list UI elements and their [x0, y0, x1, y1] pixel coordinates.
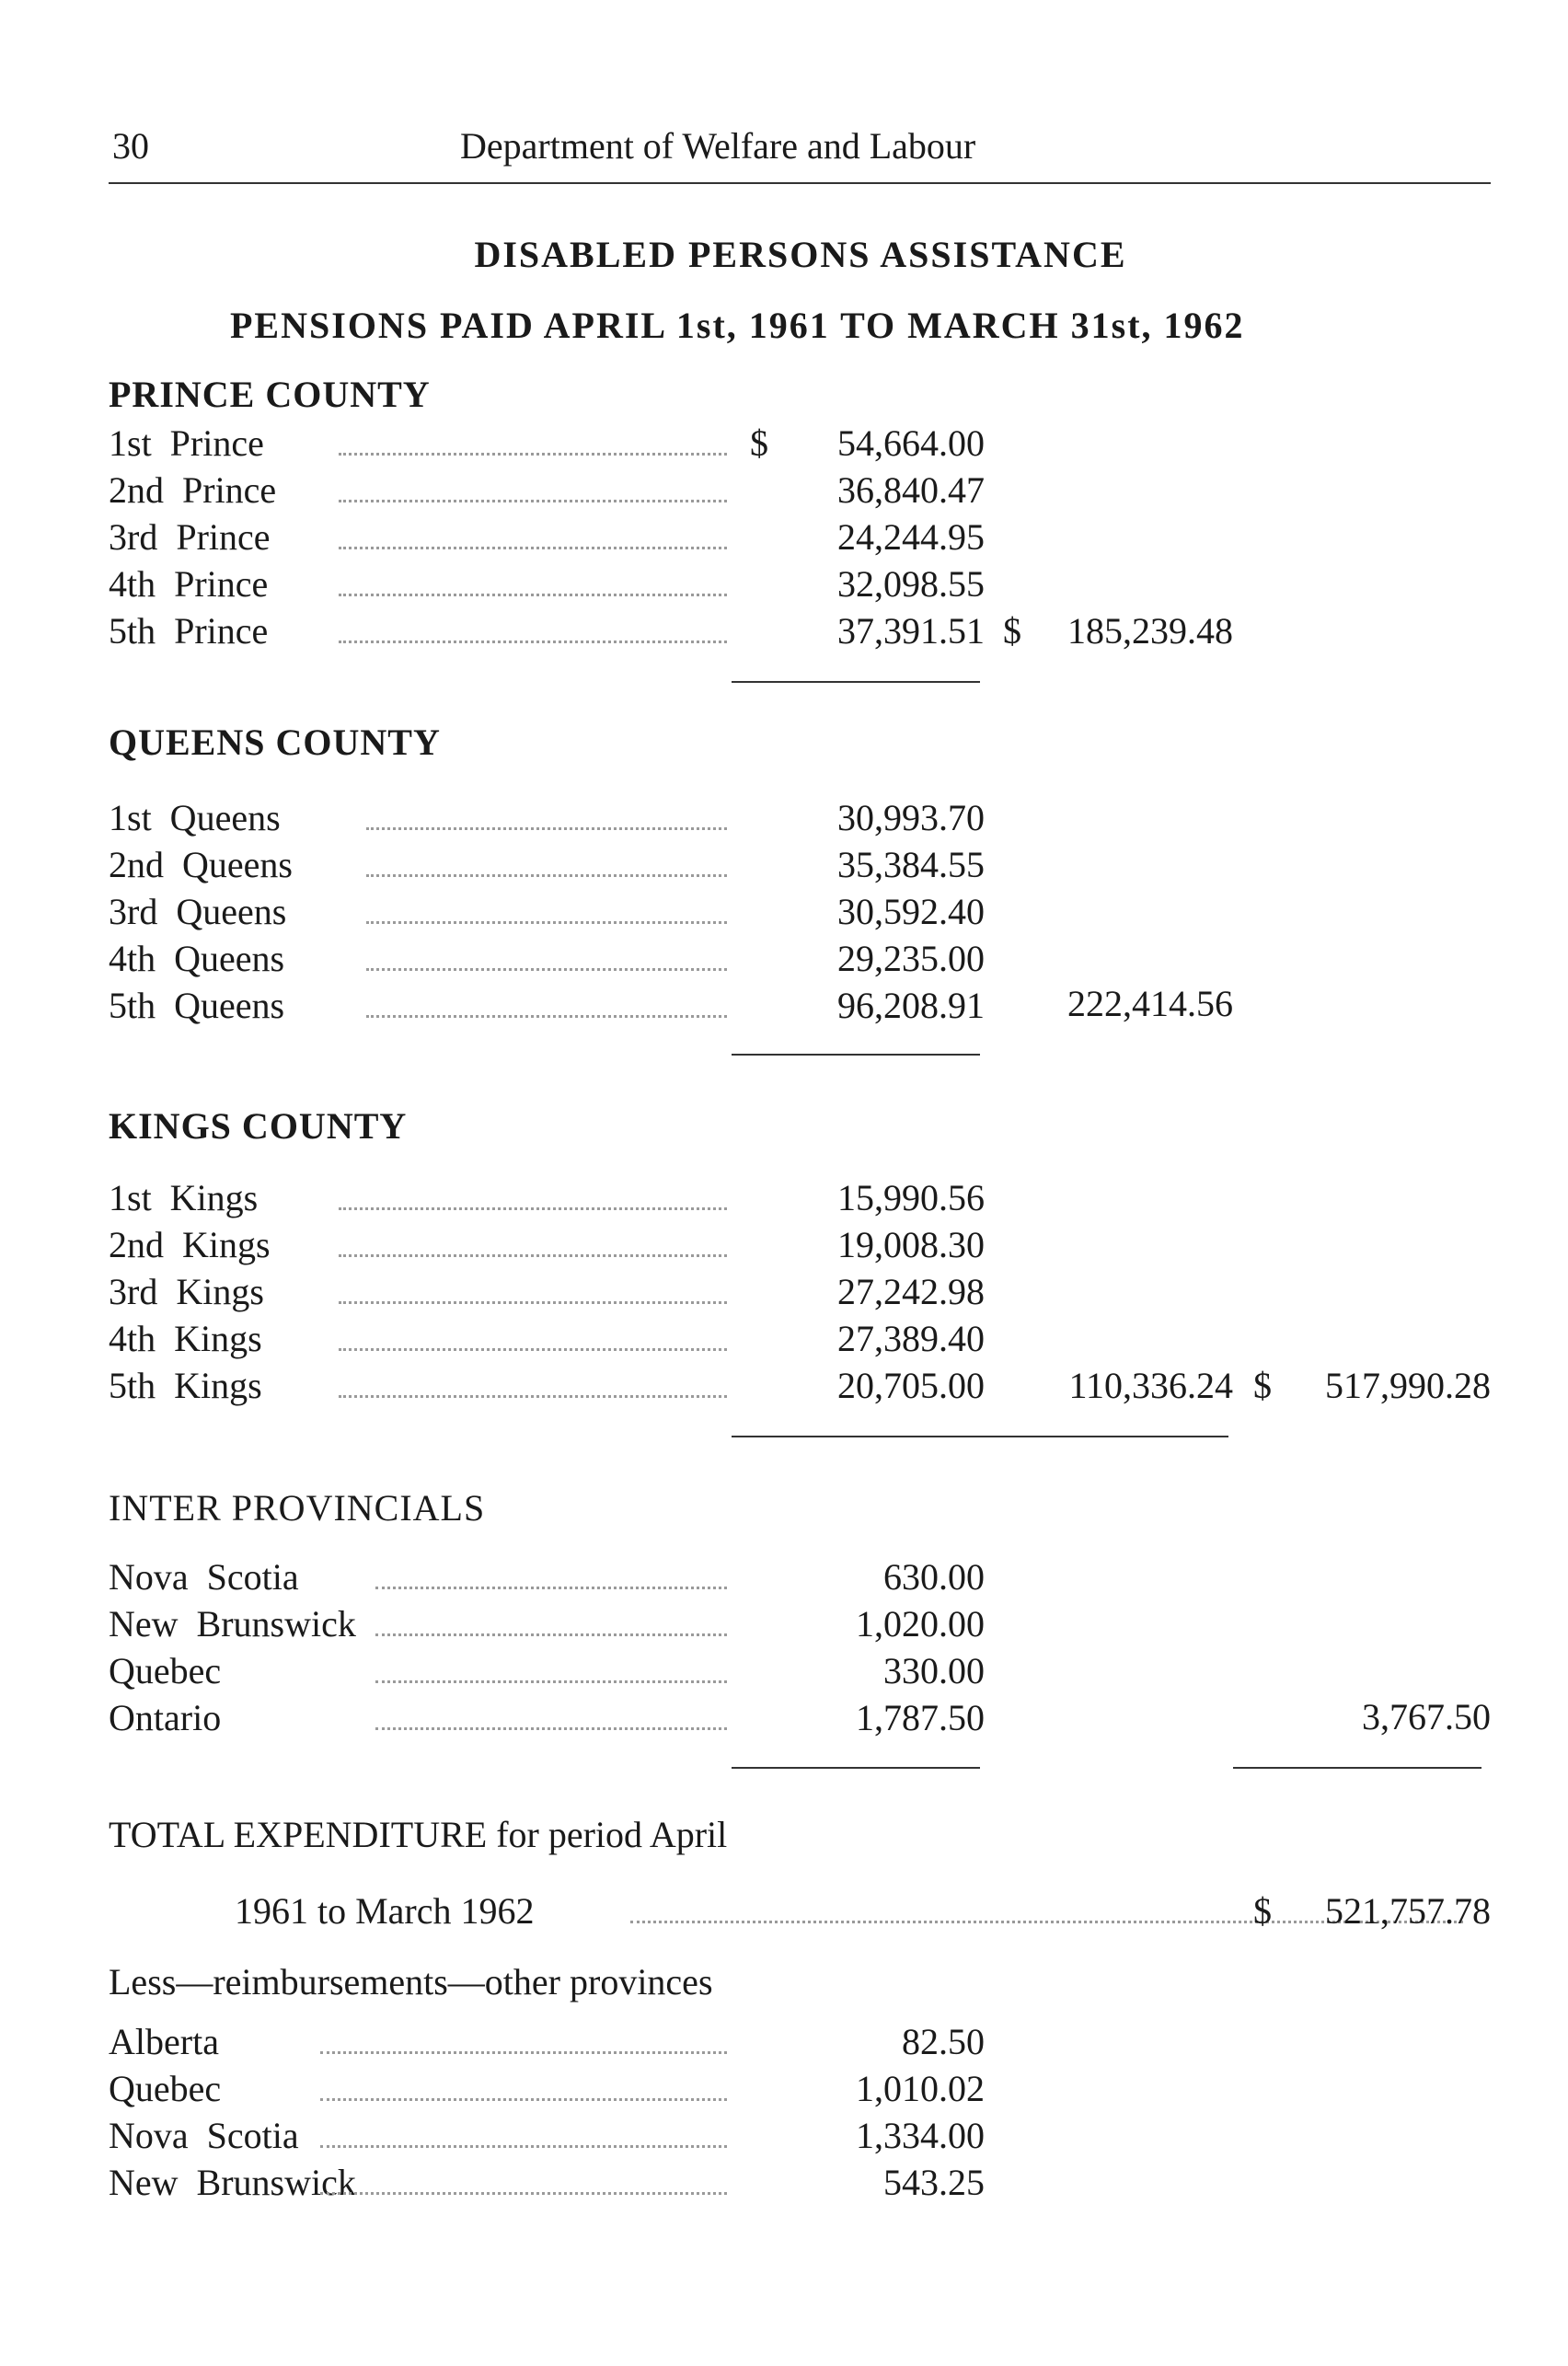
row-amount: 20,705.00 — [837, 1365, 985, 1406]
section-heading-queens: QUEENS COUNTY — [109, 721, 441, 763]
leader-dots — [320, 2145, 727, 2148]
row-label: New Brunswick — [109, 2162, 356, 2203]
row-label: 1st Kings — [109, 1177, 259, 1218]
row-amount: 29,235.00 — [837, 938, 985, 979]
leader-dots — [339, 1254, 727, 1257]
leader-dots — [366, 968, 727, 971]
currency-symbol: $ — [1253, 1365, 1272, 1406]
row-amount: 32,098.55 — [837, 563, 985, 605]
queens-underline — [732, 1054, 980, 1056]
running-header: Department of Welfare and Labour — [460, 125, 976, 167]
leader-dots — [339, 641, 727, 643]
currency-symbol: $ — [750, 422, 768, 464]
leader-dots — [339, 547, 727, 549]
page-subtitle: PENSIONS PAID APRIL 1st, 1961 TO MARCH 31st, 1962 — [230, 305, 1245, 346]
leader-dots — [375, 1633, 727, 1636]
header-rule — [109, 182, 1491, 184]
leader-dots — [339, 1207, 727, 1210]
row-amount: 1,020.00 — [856, 1603, 985, 1645]
row-label: 5th Queens — [109, 985, 285, 1026]
row-amount: 15,990.56 — [837, 1177, 985, 1218]
leader-dots — [366, 1015, 727, 1018]
row-amount: 96,208.91 — [837, 985, 985, 1026]
leader-dots — [339, 1301, 727, 1304]
row-amount: 543.25 — [883, 2162, 985, 2203]
currency-symbol: $ — [1003, 610, 1021, 652]
leader-dots — [375, 1727, 727, 1730]
row-amount: 30,993.70 — [837, 797, 985, 838]
leader-dots — [339, 1348, 727, 1351]
row-label: 2nd Kings — [109, 1224, 271, 1265]
row-label: Ontario — [109, 1697, 222, 1738]
total-expenditure-label: TOTAL EXPENDITURE for period April — [109, 1814, 728, 1855]
row-label: Quebec — [109, 1650, 222, 1691]
inter-underline-total — [1233, 1767, 1482, 1769]
section-heading-prince: PRINCE COUNTY — [109, 374, 431, 415]
currency-symbol: $ — [1253, 1890, 1272, 1932]
row-amount: 36,840.47 — [837, 469, 985, 511]
row-label: 1st Prince — [109, 422, 264, 464]
row-label: 1st Queens — [109, 797, 281, 838]
leader-dots — [339, 453, 727, 456]
row-label: Nova Scotia — [109, 2115, 299, 2156]
leader-dots — [366, 921, 727, 924]
row-label: 3rd Queens — [109, 891, 287, 932]
prince-subtotal: 185,239.48 — [1067, 610, 1233, 652]
row-amount: 630.00 — [883, 1556, 985, 1598]
row-amount: 330.00 — [883, 1650, 985, 1691]
inter-underline-amounts — [732, 1767, 980, 1769]
row-label: 2nd Prince — [109, 469, 277, 511]
prince-underline — [732, 681, 980, 683]
leader-dots — [339, 594, 727, 596]
leader-dots — [339, 1395, 727, 1398]
queens-subtotal: 222,414.56 — [1067, 983, 1233, 1024]
county-grand-total: 517,990.28 — [1325, 1365, 1491, 1406]
row-label: 3rd Prince — [109, 516, 271, 558]
section-heading-inter-provincials: INTER PROVINCIALS — [109, 1487, 486, 1529]
row-amount: 37,391.51 — [837, 610, 985, 652]
row-label: 5th Kings — [109, 1365, 262, 1406]
row-label: 2nd Queens — [109, 844, 293, 885]
row-amount: 27,242.98 — [837, 1271, 985, 1312]
row-amount: 19,008.30 — [837, 1224, 985, 1265]
row-amount: 82.50 — [902, 2021, 985, 2062]
row-amount: 24,244.95 — [837, 516, 985, 558]
row-amount: 27,389.40 — [837, 1318, 985, 1359]
row-label: 4th Kings — [109, 1318, 262, 1359]
row-label: Alberta — [109, 2021, 219, 2062]
row-amount: 54,664.00 — [837, 422, 985, 464]
inter-provincials-total: 3,767.50 — [1362, 1696, 1491, 1737]
leader-dots — [320, 2192, 727, 2195]
row-label: Nova Scotia — [109, 1556, 299, 1598]
total-expenditure-period: 1961 to March 1962 — [235, 1890, 535, 1932]
kings-subtotal: 110,336.24 — [1068, 1365, 1233, 1406]
section-heading-kings: KINGS COUNTY — [109, 1105, 408, 1147]
row-label: 4th Queens — [109, 938, 285, 979]
row-amount: 1,334.00 — [856, 2115, 985, 2156]
total-expenditure-amount: 521,757.78 — [1325, 1890, 1491, 1932]
row-amount: 1,010.02 — [856, 2068, 985, 2109]
leader-dots — [320, 2098, 727, 2101]
leader-dots — [375, 1587, 727, 1589]
leader-dots — [320, 2051, 727, 2054]
row-amount: 1,787.50 — [856, 1697, 985, 1738]
leader-dots — [375, 1680, 727, 1683]
row-amount: 35,384.55 — [837, 844, 985, 885]
leader-dots — [366, 874, 727, 877]
page-number: 30 — [112, 125, 149, 167]
row-label: New Brunswick — [109, 1603, 356, 1645]
row-label: 3rd Kings — [109, 1271, 264, 1312]
page-title: DISABLED PERSONS ASSISTANCE — [474, 234, 1127, 275]
row-amount: 30,592.40 — [837, 891, 985, 932]
reimbursements-heading: Less—reimbursements—other provinces — [109, 1961, 713, 2002]
row-label: Quebec — [109, 2068, 222, 2109]
kings-underline — [732, 1436, 1228, 1437]
row-label: 5th Prince — [109, 610, 269, 652]
leader-dots — [339, 500, 727, 502]
leader-dots — [366, 827, 727, 830]
row-label: 4th Prince — [109, 563, 269, 605]
